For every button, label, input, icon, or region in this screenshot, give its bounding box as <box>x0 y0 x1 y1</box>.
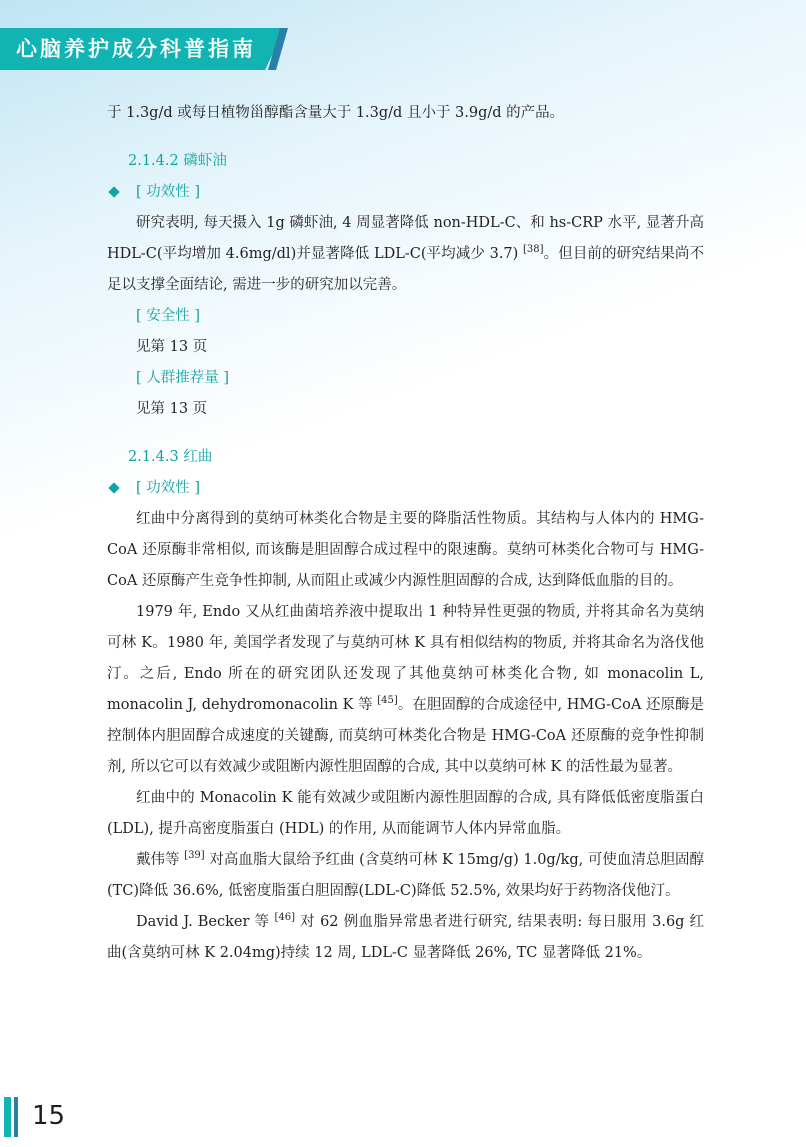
diamond-bullet-icon <box>108 186 119 197</box>
red-yeast-paragraph-2 <box>107 597 704 783</box>
red-yeast-paragraph-4 <box>107 845 704 907</box>
page-header-title: 心脑养护成分科普指南 <box>16 37 256 61</box>
text-run: 对高血脂大鼠给予红曲 (含莫纳可林 K 15mg/g) 1.0g/kg, 可使血清总胆固醇(TC)降低 36.6%, 低密度脂蛋白胆固醇(LDL-C)降低 52.5%, 效果均好于药物洛伐他汀。 <box>107 852 704 899</box>
footer-bar-teal <box>4 1097 11 1137</box>
section-heading-krill-oil: 2.1.4.2 磷虾油 <box>128 153 227 169</box>
diamond-bullet-icon <box>108 482 119 493</box>
citation-ref: [46] <box>274 912 296 923</box>
red-yeast-paragraph-3: 红曲中的 Monacolin K 能有效减少或阻断内源性胆固醇的合成, 具有降低低密度脂蛋白 (LDL), 提升高密度脂蛋白 (HDL) 的作用, 从而能调节人体内异常血脂。 <box>107 790 704 837</box>
population-tag: [ 人群推荐量 ] <box>136 370 230 386</box>
krill-efficacy-paragraph <box>107 208 704 301</box>
page-content <box>107 98 704 969</box>
population-text: 见第 13 页 <box>136 401 208 417</box>
text-run: 研究表明, 每天摄入 1g 磷虾油, 4 周显著降低 non-HDL-C、和 hs-CRP 水平, 显著升高 HDL-C(平均增加 4.6mg/dl)并显著降低 LDL-C(平均减少 3.7) <box>107 215 704 262</box>
footer-bar-blue <box>14 1097 18 1137</box>
intro-line: 于 1.3g/d 或每日植物甾醇酯含量大于 1.3g/d 且小于 3.9g/d 的产品。 <box>107 105 565 121</box>
safety-text: 见第 13 页 <box>136 339 208 355</box>
citation-ref: [45] <box>377 695 398 706</box>
citation-ref: [39] <box>184 850 205 861</box>
text-run: 对 62 例血脂异常患者进行研究, 结果表明: 每日服用 3.6g 红曲(含莫纳可林 K 2.04mg)持续 12 周, LDL-C 显著降低 26%, TC 显著降低 21%。 <box>107 914 704 961</box>
efficacy-tag-label: [ 功效性 ] <box>136 184 201 200</box>
safety-tag: [ 安全性 ] <box>136 308 201 324</box>
red-yeast-paragraph-1: 红曲中分离得到的莫纳可林类化合物是主要的降脂活性物质。其结构与人体内的 HMG-CoA 还原酶非常相似, 而该酶是胆固醇合成过程中的限速酶。莫纳可林类化合物可与 HMG-CoA 还原酶产生竞争性抑制, 从而阻止或减少内源性胆固醇的合成, 达到降低血脂的目的。 <box>107 511 704 589</box>
efficacy-tag-label: [ 功效性 ] <box>136 480 201 496</box>
citation-ref: [38] <box>523 244 544 255</box>
text-run: 。在胆固醇的合成途径中, HMG-CoA 还原酶是控制体内胆固醇合成速度的关键酶, 而莫纳可林类化合物是 HMG-CoA 还原酶的竞争性抑制剂, 所以它可以有效减少或阻断内源性胆固醇的合成, 其中以莫纳可林 K 的活性最为显著。 <box>107 697 705 775</box>
efficacy-tag <box>107 177 704 208</box>
text-run: 戴伟等 <box>136 852 180 868</box>
text-run: 。但目前的研究结果尚不足以支撑全面结论, 需进一步的研究加以完善。 <box>107 246 705 293</box>
text-run: 1979 年, Endo 又从红曲菌培养液中提取出 1 种特异性更强的物质, 并将其命名为莫纳可林 K。1980 年, 美国学者发现了与莫纳可林 K 具有相似结构的物质, 并将其命名为洛伐他汀。之后, Endo 所在的研究团队还发现了其他莫纳可林类化合物, 如 monacolin L, monacolin J, dehydromonacolin K 等 <box>107 604 704 713</box>
efficacy-tag <box>107 473 704 504</box>
red-yeast-paragraph-5 <box>107 907 704 969</box>
section-heading-red-yeast-rice: 2.1.4.3 红曲 <box>128 449 213 465</box>
text-run: David J. Becker 等 <box>136 914 270 930</box>
page-number: 15 <box>32 1101 66 1131</box>
